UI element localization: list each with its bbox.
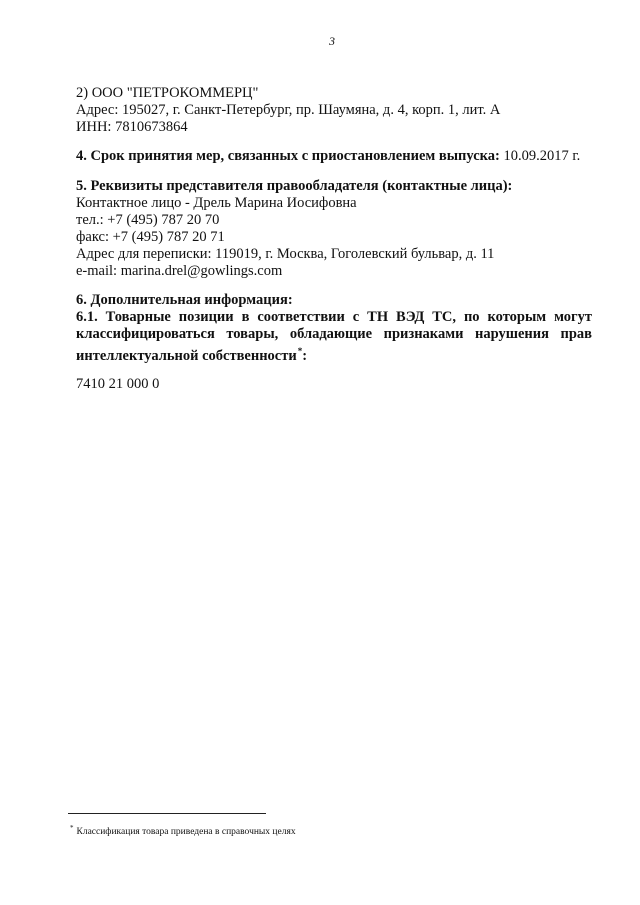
footnote-text: Классификация товара приведена в справочных целях xyxy=(76,827,296,837)
page-number: 3 xyxy=(329,34,335,48)
footnote-divider xyxy=(68,813,266,814)
contact-person: Контактное лицо - Дрель Марина Иосифовна xyxy=(76,195,357,211)
section-4-label: 4. Срок принятия мер, связанных с приостановлением выпуска: xyxy=(76,148,500,164)
section-6-1-line-3-text: интеллектуальной собственности xyxy=(76,348,297,364)
section-4-value: 10.09.2017 г. xyxy=(499,148,581,164)
section-6-1-line-1: 6.1. Товарные позиции в соответствии с ТН ВЭД ТС, по которым могут xyxy=(76,309,592,325)
section-6-1-colon: : xyxy=(302,348,308,364)
section-6-1-line-3 xyxy=(76,343,592,365)
company-address: Адрес: 195027, г. Санкт-Петербург, пр. Шаумяна, д. 4, корп. 1, лит. А xyxy=(76,102,501,118)
section-6 xyxy=(76,292,592,365)
company-title: 2) ООО "ПЕТРОКОММЕРЦ" xyxy=(76,85,259,101)
section-6-1-line-2: классифицироваться товары, обладающие признаками нарушения прав xyxy=(76,326,592,342)
contact-email: e-mail: marina.drel@gowlings.com xyxy=(76,263,283,279)
footnote-mark: * xyxy=(70,824,74,832)
section-5 xyxy=(76,178,592,280)
contact-fax: факс: +7 (495) 787 20 71 xyxy=(76,229,225,245)
company-block xyxy=(76,85,592,136)
section-6-heading: 6. Дополнительная информация: xyxy=(76,292,293,308)
tn-ved-code-block xyxy=(76,376,592,393)
section-5-heading: 5. Реквизиты представителя правообладателя (контактные лица): xyxy=(76,178,513,194)
section-4-line xyxy=(76,148,592,165)
footnote-reference: * xyxy=(297,346,303,356)
section-4 xyxy=(76,148,592,165)
tn-ved-code: 7410 21 000 0 xyxy=(76,376,160,392)
contact-phone: тел.: +7 (495) 787 20 70 xyxy=(76,212,220,228)
company-inn: ИНН: 7810673864 xyxy=(76,119,188,135)
footnote xyxy=(70,822,296,838)
contact-address: Адрес для переписки: 119019, г. Москва, Гоголевский бульвар, д. 11 xyxy=(76,246,495,262)
